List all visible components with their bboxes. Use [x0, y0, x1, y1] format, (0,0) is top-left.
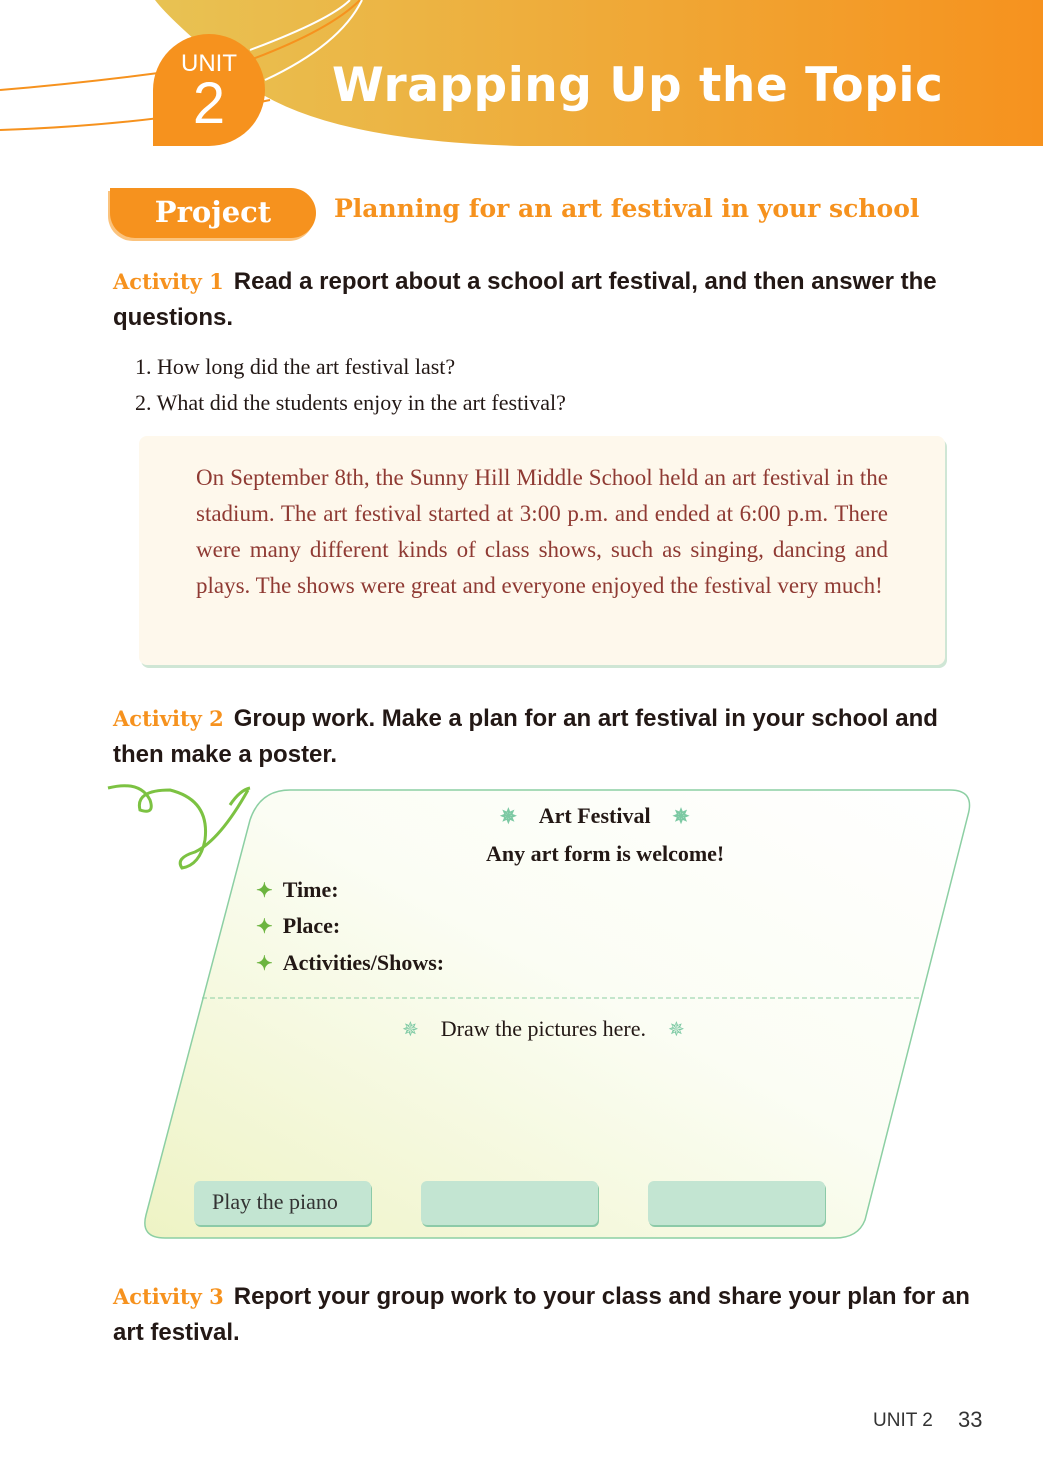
poster-slogan: Any art form is welcome! [486, 841, 725, 866]
field-label: Time: [282, 877, 339, 902]
unit-label: UNIT [181, 50, 237, 77]
star-icon: ✵ [668, 1019, 685, 1041]
instruction-text: Group work. Make a plan for an art festival in your school and then make a poster. [113, 705, 938, 768]
unit-number: 2 [192, 71, 226, 136]
activity-1-instruction [113, 264, 983, 336]
instruction-text: Report your group work to your class and share your plan for an art festival. [113, 1283, 970, 1346]
activity-chip-empty[interactable] [421, 1181, 598, 1225]
report-box: On September 8th, the Sunny Hill Middle School held an art festival in the stadium. The art festival started at 3:00 p.m. and ended at 6:00 p.m. There were many different kinds of class shows, such as singing, dancing and plays. The shows were great and everyone enjoyed the festival very much! [139, 436, 945, 665]
star-icon: ✵ [672, 806, 690, 828]
star-icon: ✵ [402, 1019, 419, 1041]
instruction-text: Read a report about a school art festival, and then answer the questions. [113, 268, 937, 331]
field-label: Activities/Shows: [282, 950, 445, 975]
activity-chip-empty[interactable] [648, 1181, 825, 1225]
footer-unit: UNIT 2 [873, 1410, 933, 1431]
project-subtitle: Planning for an art festival in your school [334, 194, 920, 223]
swirl-decoration [108, 786, 248, 868]
poster-field-activities [256, 950, 444, 976]
page-title: Wrapping Up the Topic [332, 58, 944, 113]
poster-title [500, 803, 689, 829]
activity-label: Activity 3 [113, 1284, 224, 1309]
poster-field-place [256, 913, 340, 939]
poster-title-text: Art Festival [538, 803, 651, 828]
question: 1. How long did the art festival last? [135, 354, 456, 379]
sparkle-icon: ✦ [256, 953, 273, 975]
question: 2. What did the students enjoy in the art festival? [135, 390, 566, 415]
sparkle-icon: ✦ [256, 880, 273, 902]
activity-3-instruction [113, 1279, 983, 1351]
draw-prompt-text: Draw the pictures here. [440, 1016, 647, 1041]
draw-prompt [402, 1016, 685, 1042]
sparkle-icon: ✦ [256, 916, 273, 938]
activity-chip[interactable]: Play the piano [194, 1181, 371, 1225]
activity-label: Activity 1 [113, 269, 224, 294]
field-label: Place: [282, 913, 341, 938]
activity-2-instruction [113, 701, 983, 773]
star-icon: ✵ [500, 806, 517, 828]
activity-label: Activity 2 [113, 706, 224, 731]
project-badge: Project [110, 188, 316, 238]
poster-field-time [256, 877, 339, 903]
page-number: 33 [958, 1407, 983, 1432]
